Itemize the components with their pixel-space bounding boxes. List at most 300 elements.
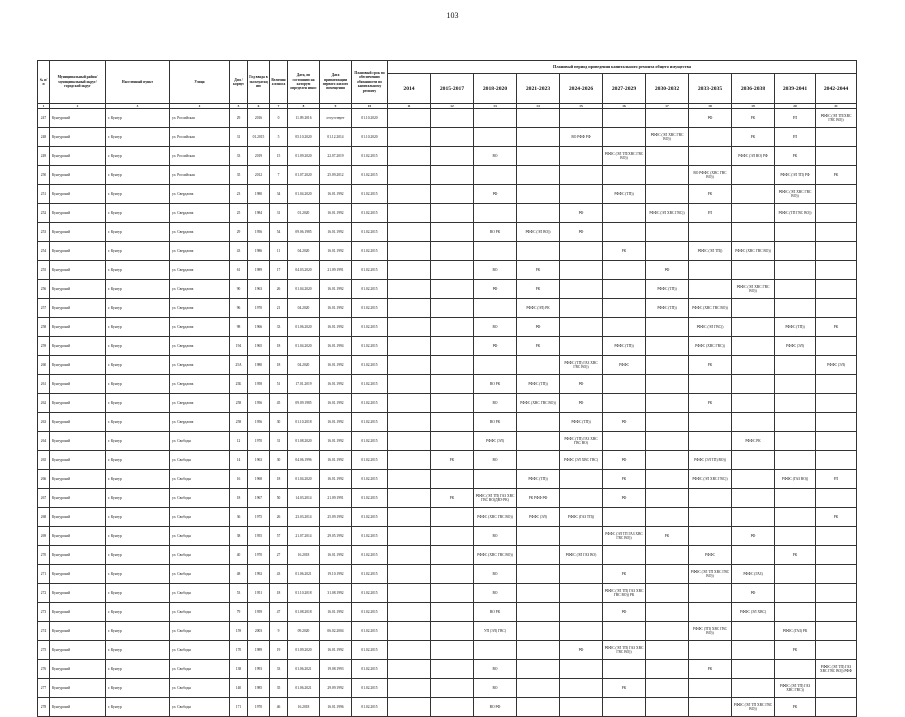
plan-cell <box>816 679 857 698</box>
plan-cell: ВО РФФ РФ <box>560 128 603 147</box>
date-privatization-cell: 16.01.1992 <box>320 318 352 337</box>
year-built-cell: 1989 <box>248 641 270 660</box>
plan-cell: РФФС (ТП)) <box>646 299 689 318</box>
municipality-cell: Кунгурский <box>50 280 106 299</box>
plan-cell: РФФС (ТП) ХВС ГВС ВО)) <box>689 622 732 641</box>
plan-cell <box>732 204 775 223</box>
house-cell: 33 <box>230 147 248 166</box>
plan-cell <box>560 261 603 280</box>
plan-cell <box>431 413 474 432</box>
year-built-cell: 1951 <box>248 584 270 603</box>
date-privatization-cell: 19.10.1992 <box>320 565 352 584</box>
plan-cell: РФФС (ЭЛ ТП/ХВС ГВС ВО)) <box>816 109 857 128</box>
table-row <box>38 451 857 470</box>
plan-cell <box>388 375 431 394</box>
plan-cell <box>431 223 474 242</box>
settlement-cell: г. Кунгур <box>106 166 170 185</box>
wear-cell: 46 <box>270 698 288 717</box>
wear-cell: 43 <box>270 565 288 584</box>
date-privatization-cell: 16.01.1992 <box>320 394 352 413</box>
header-year: 2024-2026 <box>560 74 603 104</box>
wear-cell: 19 <box>270 641 288 660</box>
plan-cell: РФФС (ЭЛ) <box>517 508 560 527</box>
plan-cell <box>388 147 431 166</box>
year-built-cell: 1985 <box>248 679 270 698</box>
settlement-cell: г. Кунгур <box>106 394 170 413</box>
plan-cell <box>474 242 517 261</box>
municipality-cell: Кунгурский <box>50 204 106 223</box>
row-number: 249 <box>38 147 50 166</box>
row-number: 276 <box>38 660 50 679</box>
date-privatization-cell: 16.01.1992 <box>320 413 352 432</box>
house-cell: 23 <box>230 185 248 204</box>
plan-cell <box>560 109 603 128</box>
settlement-cell: г. Кунгур <box>106 223 170 242</box>
plan-cell <box>560 584 603 603</box>
settlement-cell: г. Кунгур <box>106 679 170 698</box>
plan-cell: РК <box>732 128 775 147</box>
row-number: 271 <box>38 565 50 584</box>
date-privatization-cell: 16.01.1994 <box>320 337 352 356</box>
year-built-cell: 2003 <box>248 622 270 641</box>
plan-cell: РФФС (ЭЛ ТП) РФ <box>775 166 816 185</box>
date-privatization-cell: 01.12.2014 <box>320 128 352 147</box>
settlement-cell: г. Кунгур <box>106 280 170 299</box>
deadline-cell: 01.02.2015 <box>352 223 388 242</box>
table-row <box>38 223 857 242</box>
plan-cell: РФФС (ТП ГВС ВО)) <box>775 204 816 223</box>
plan-cell: РК <box>816 166 857 185</box>
plan-cell <box>560 622 603 641</box>
plan-cell <box>603 280 646 299</box>
column-number: 3 <box>106 104 170 109</box>
street-cell: ул. Свободы <box>170 470 230 489</box>
municipality-cell: Кунгурский <box>50 508 106 527</box>
plan-cell: РК <box>431 489 474 508</box>
plan-cell <box>732 489 775 508</box>
plan-cell <box>775 565 816 584</box>
table-row <box>38 603 857 622</box>
plan-cell: РЛ <box>816 470 857 489</box>
plan-cell: РФ <box>517 318 560 337</box>
municipality-cell: Кунгурский <box>50 451 106 470</box>
plan-cell: РК <box>689 185 732 204</box>
plan-cell: РК <box>517 337 560 356</box>
column-number: 13 <box>474 104 517 109</box>
column-number: 17 <box>646 104 689 109</box>
plan-cell <box>646 166 689 185</box>
table-row <box>38 489 857 508</box>
plan-cell <box>431 470 474 489</box>
street-cell: ул. Свердлова <box>170 223 230 242</box>
plan-cell <box>431 356 474 375</box>
row-number: 263 <box>38 413 50 432</box>
settlement-cell: г. Кунгур <box>106 356 170 375</box>
plan-cell: РК РФФ РФ <box>517 489 560 508</box>
house-cell: 48 <box>230 565 248 584</box>
plan-cell <box>689 584 732 603</box>
plan-cell <box>646 660 689 679</box>
deadline-cell: 01.02.2015 <box>352 603 388 622</box>
plan-cell: РФФС (ХВС ГВС ВО)) <box>474 546 517 565</box>
date-wear-cell: 01.04.2020 <box>288 470 320 489</box>
date-privatization-cell: 16.01.1992 <box>320 470 352 489</box>
date-privatization-cell: 16.01.1992 <box>320 451 352 470</box>
date-wear-cell: 04.06.1996 <box>288 451 320 470</box>
plan-cell <box>816 413 857 432</box>
municipality-cell: Кунгурский <box>50 261 106 280</box>
column-number: 5 <box>230 104 248 109</box>
row-number: 259 <box>38 337 50 356</box>
plan-cell <box>646 679 689 698</box>
header-year: 2036-2038 <box>732 74 775 104</box>
header-year: 2018-2020 <box>474 74 517 104</box>
column-number: 11 <box>388 104 431 109</box>
row-number: 268 <box>38 508 50 527</box>
plan-cell <box>388 432 431 451</box>
plan-cell <box>732 356 775 375</box>
deadline-cell: 01.02.2015 <box>352 337 388 356</box>
plan-cell <box>775 584 816 603</box>
plan-cell <box>431 318 474 337</box>
house-cell: 61 <box>230 261 248 280</box>
date-privatization-cell: 31.08.1992 <box>320 584 352 603</box>
plan-cell <box>689 527 732 546</box>
municipality-cell: Кунгурский <box>50 527 106 546</box>
settlement-cell: г. Кунгур <box>106 603 170 622</box>
plan-cell <box>646 432 689 451</box>
plan-cell <box>517 242 560 261</box>
column-number: 16 <box>603 104 646 109</box>
plan-cell <box>816 527 857 546</box>
municipality-cell: Кунгурский <box>50 337 106 356</box>
year-built-cell: 2012 <box>248 166 270 185</box>
street-cell: ул. Свердлова <box>170 204 230 223</box>
house-cell: 25 <box>230 204 248 223</box>
plan-cell <box>646 223 689 242</box>
plan-cell: РК <box>689 394 732 413</box>
plan-cell <box>816 698 857 717</box>
wear-cell: 18 <box>270 356 288 375</box>
plan-cell <box>431 261 474 280</box>
deadline-cell: 01.02.2015 <box>352 432 388 451</box>
deadline-cell: 01.02.2015 <box>352 394 388 413</box>
plan-cell <box>388 223 431 242</box>
plan-cell <box>517 185 560 204</box>
plan-cell: РФФС РК <box>732 432 775 451</box>
column-number: 7 <box>270 104 288 109</box>
table-row <box>38 546 857 565</box>
plan-cell <box>689 603 732 622</box>
date-privatization-cell: 29.09.1992 <box>320 679 352 698</box>
wear-cell: 15 <box>270 147 288 166</box>
plan-cell <box>517 565 560 584</box>
house-cell: 14 <box>230 451 248 470</box>
plan-cell: РФ <box>560 641 603 660</box>
street-cell: ул. Свердлова <box>170 242 230 261</box>
settlement-cell: г. Кунгур <box>106 508 170 527</box>
municipality-cell: Кунгурский <box>50 166 106 185</box>
house-cell: 159 <box>230 622 248 641</box>
house-cell: 25Б <box>230 375 248 394</box>
plan-cell <box>431 432 474 451</box>
deadline-cell: 01.02.2015 <box>352 584 388 603</box>
year-built-cell: 1993 <box>248 660 270 679</box>
row-number: 264 <box>38 432 50 451</box>
date-wear-cell: 04.03.2020 <box>288 261 320 280</box>
plan-cell: РФФС (ГАЗ) РК <box>775 622 816 641</box>
plan-cell <box>646 470 689 489</box>
plan-cell <box>388 128 431 147</box>
table-row <box>38 356 857 375</box>
wear-cell: 33 <box>270 660 288 679</box>
plan-cell <box>646 109 689 128</box>
plan-cell: РК <box>603 242 646 261</box>
table-row <box>38 527 857 546</box>
header-year: 2042-2044 <box>816 74 857 104</box>
plan-cell <box>775 242 816 261</box>
date-privatization-cell: 06.02.2004 <box>320 622 352 641</box>
plan-cell <box>388 508 431 527</box>
street-cell: ул. Свободы <box>170 660 230 679</box>
deadline-cell: 01.10.2020 <box>352 128 388 147</box>
house-cell: 170 <box>230 641 248 660</box>
street-cell: ул. Свободы <box>170 546 230 565</box>
plan-cell <box>816 565 857 584</box>
plan-cell: УП (ЭЛ) ГВС) <box>474 622 517 641</box>
plan-cell <box>732 318 775 337</box>
plan-cell <box>775 508 816 527</box>
plan-cell: РФФС (ЭЛ ГВС)) <box>689 318 732 337</box>
house-cell: 43 <box>230 242 248 261</box>
plan-cell <box>388 546 431 565</box>
plan-cell <box>732 470 775 489</box>
plan-cell: РК <box>775 147 816 166</box>
settlement-cell: г. Кунгур <box>106 375 170 394</box>
plan-cell <box>431 394 474 413</box>
plan-cell <box>560 470 603 489</box>
plan-cell <box>474 204 517 223</box>
plan-cell <box>816 375 857 394</box>
street-cell: ул. Свердлова <box>170 185 230 204</box>
plan-cell <box>431 527 474 546</box>
plan-cell: РФ <box>560 204 603 223</box>
plan-cell: РФФС (ЭЛ ТП)) <box>689 242 732 261</box>
year-built-cell: 2016 <box>248 109 270 128</box>
plan-cell <box>474 109 517 128</box>
plan-cell <box>603 375 646 394</box>
plan-cell <box>732 679 775 698</box>
row-number: 257 <box>38 299 50 318</box>
date-wear-cell: 17.01.2019 <box>288 375 320 394</box>
row-number: 254 <box>38 242 50 261</box>
street-cell: ул. Свободы <box>170 603 230 622</box>
plan-cell: РФФС (ХВС ГВС)) <box>689 337 732 356</box>
municipality-cell: Кунгурский <box>50 698 106 717</box>
year-built-cell: 1965 <box>248 337 270 356</box>
table-row <box>38 318 857 337</box>
plan-cell <box>517 622 560 641</box>
table-row <box>38 565 857 584</box>
plan-cell <box>388 527 431 546</box>
column-number: 18 <box>689 104 732 109</box>
wear-cell: 57 <box>270 527 288 546</box>
plan-cell <box>388 641 431 660</box>
date-wear-cell: 01.06.2020 <box>288 318 320 337</box>
plan-cell <box>646 489 689 508</box>
year-built-cell: 1970 <box>248 432 270 451</box>
plan-cell: РК <box>603 470 646 489</box>
column-number: 8 <box>288 104 320 109</box>
plan-cell <box>732 223 775 242</box>
street-cell: ул. Свердлова <box>170 413 230 432</box>
page-number: 103 <box>446 11 459 20</box>
plan-cell: РК <box>775 698 816 717</box>
header-year: 2039-2041 <box>775 74 816 104</box>
table-row <box>38 508 857 527</box>
year-built-cell: 1968 <box>248 470 270 489</box>
plan-cell <box>816 299 857 318</box>
settlement-cell: г. Кунгур <box>106 641 170 660</box>
plan-cell <box>775 660 816 679</box>
row-number: 255 <box>38 261 50 280</box>
date-privatization-cell: 16.01.1992 <box>320 242 352 261</box>
date-privatization-cell: 16.01.1992 <box>320 641 352 660</box>
row-number: 278 <box>38 698 50 717</box>
plan-cell: ВО <box>474 261 517 280</box>
row-number: 261 <box>38 375 50 394</box>
house-cell: 79 <box>230 603 248 622</box>
deadline-cell: 01.02.2015 <box>352 261 388 280</box>
settlement-cell: г. Кунгур <box>106 299 170 318</box>
plan-cell <box>388 451 431 470</box>
year-built-cell: 1956 <box>248 413 270 432</box>
plan-cell <box>816 546 857 565</box>
deadline-cell: 01.02.2015 <box>352 147 388 166</box>
plan-cell <box>388 489 431 508</box>
column-number: 9 <box>320 104 352 109</box>
plan-cell <box>689 508 732 527</box>
plan-cell <box>517 356 560 375</box>
plan-cell <box>474 356 517 375</box>
date-wear-cell: 16.2018 <box>288 698 320 717</box>
plan-cell <box>560 166 603 185</box>
house-cell: 140 <box>230 679 248 698</box>
plan-cell <box>431 128 474 147</box>
settlement-cell: г. Кунгур <box>106 622 170 641</box>
deadline-cell: 01.10.2020 <box>352 109 388 128</box>
street-cell: ул. Свободы <box>170 508 230 527</box>
plan-cell <box>816 128 857 147</box>
plan-cell <box>603 508 646 527</box>
row-number: 251 <box>38 185 50 204</box>
plan-cell <box>560 603 603 622</box>
date-wear-cell: 01.10.2018 <box>288 413 320 432</box>
plan-cell <box>646 185 689 204</box>
plan-cell <box>732 299 775 318</box>
plan-cell <box>517 660 560 679</box>
plan-cell <box>560 280 603 299</box>
settlement-cell: г. Кунгур <box>106 337 170 356</box>
wear-cell: 34 <box>270 185 288 204</box>
plan-cell <box>388 679 431 698</box>
date-wear-cell: 01.04.2020 <box>288 280 320 299</box>
plan-cell <box>646 318 689 337</box>
table-row <box>38 413 857 432</box>
wear-cell: 47 <box>270 603 288 622</box>
plan-cell <box>388 413 431 432</box>
plan-cell <box>646 451 689 470</box>
row-number: 275 <box>38 641 50 660</box>
plan-cell <box>388 261 431 280</box>
header-plan-period: Плановый период проведения капитального ремонта общего имущества <box>388 61 857 74</box>
date-wear-cell: 04.2020 <box>288 242 320 261</box>
municipality-cell: Кунгурский <box>50 546 106 565</box>
plan-cell <box>388 394 431 413</box>
municipality-cell: Кунгурский <box>50 489 106 508</box>
plan-cell: РФ <box>732 527 775 546</box>
wear-cell: 33 <box>270 318 288 337</box>
date-privatization-cell: 16.01.1992 <box>320 280 352 299</box>
house-cell: 194 <box>230 337 248 356</box>
street-cell: ул. Свободы <box>170 565 230 584</box>
plan-cell <box>517 204 560 223</box>
column-number: 2 <box>50 104 106 109</box>
plan-cell: РФФС (ТП) ГАЗ ХВС ГВС ВО)) <box>560 356 603 375</box>
wear-cell: 27 <box>270 546 288 565</box>
municipality-cell: Кунгурский <box>50 584 106 603</box>
plan-cell <box>816 185 857 204</box>
table-row <box>38 261 857 280</box>
plan-cell: РК <box>689 660 732 679</box>
wear-cell: 9 <box>270 622 288 641</box>
plan-cell <box>388 318 431 337</box>
column-number: 21 <box>816 104 857 109</box>
plan-cell <box>431 280 474 299</box>
plan-cell <box>732 166 775 185</box>
plan-cell: РФФС (ЭЛ ТП) ВО)) <box>689 451 732 470</box>
plan-cell <box>775 261 816 280</box>
plan-cell <box>646 622 689 641</box>
header-house: Дом / корпус <box>230 61 248 104</box>
plan-cell <box>816 337 857 356</box>
wear-cell: 35 <box>270 679 288 698</box>
plan-cell <box>775 413 816 432</box>
year-built-cell: 2019 <box>248 147 270 166</box>
house-cell: 29 <box>230 223 248 242</box>
header-deadline: Плановый срок по обеспечению обязанности по капитальному ремонту <box>352 61 388 104</box>
plan-cell: РФФС (ГАЗ ТП)) <box>560 508 603 527</box>
house-cell: 171 <box>230 698 248 717</box>
plan-cell <box>431 622 474 641</box>
plan-cell <box>388 565 431 584</box>
plan-cell <box>816 204 857 223</box>
street-cell: ул. Свободы <box>170 489 230 508</box>
plan-cell <box>732 641 775 660</box>
plan-cell <box>388 356 431 375</box>
street-cell: ул. Свердлова <box>170 261 230 280</box>
plan-cell <box>603 660 646 679</box>
plan-cell <box>603 394 646 413</box>
date-wear-cell: 01.04.2020 <box>288 337 320 356</box>
house-cell: 40 <box>230 546 248 565</box>
street-cell: ул. Свободы <box>170 584 230 603</box>
settlement-cell: г. Кунгур <box>106 242 170 261</box>
plan-cell <box>603 223 646 242</box>
table-row <box>38 204 857 223</box>
plan-cell: ВО <box>474 451 517 470</box>
municipality-cell: Кунгурский <box>50 223 106 242</box>
